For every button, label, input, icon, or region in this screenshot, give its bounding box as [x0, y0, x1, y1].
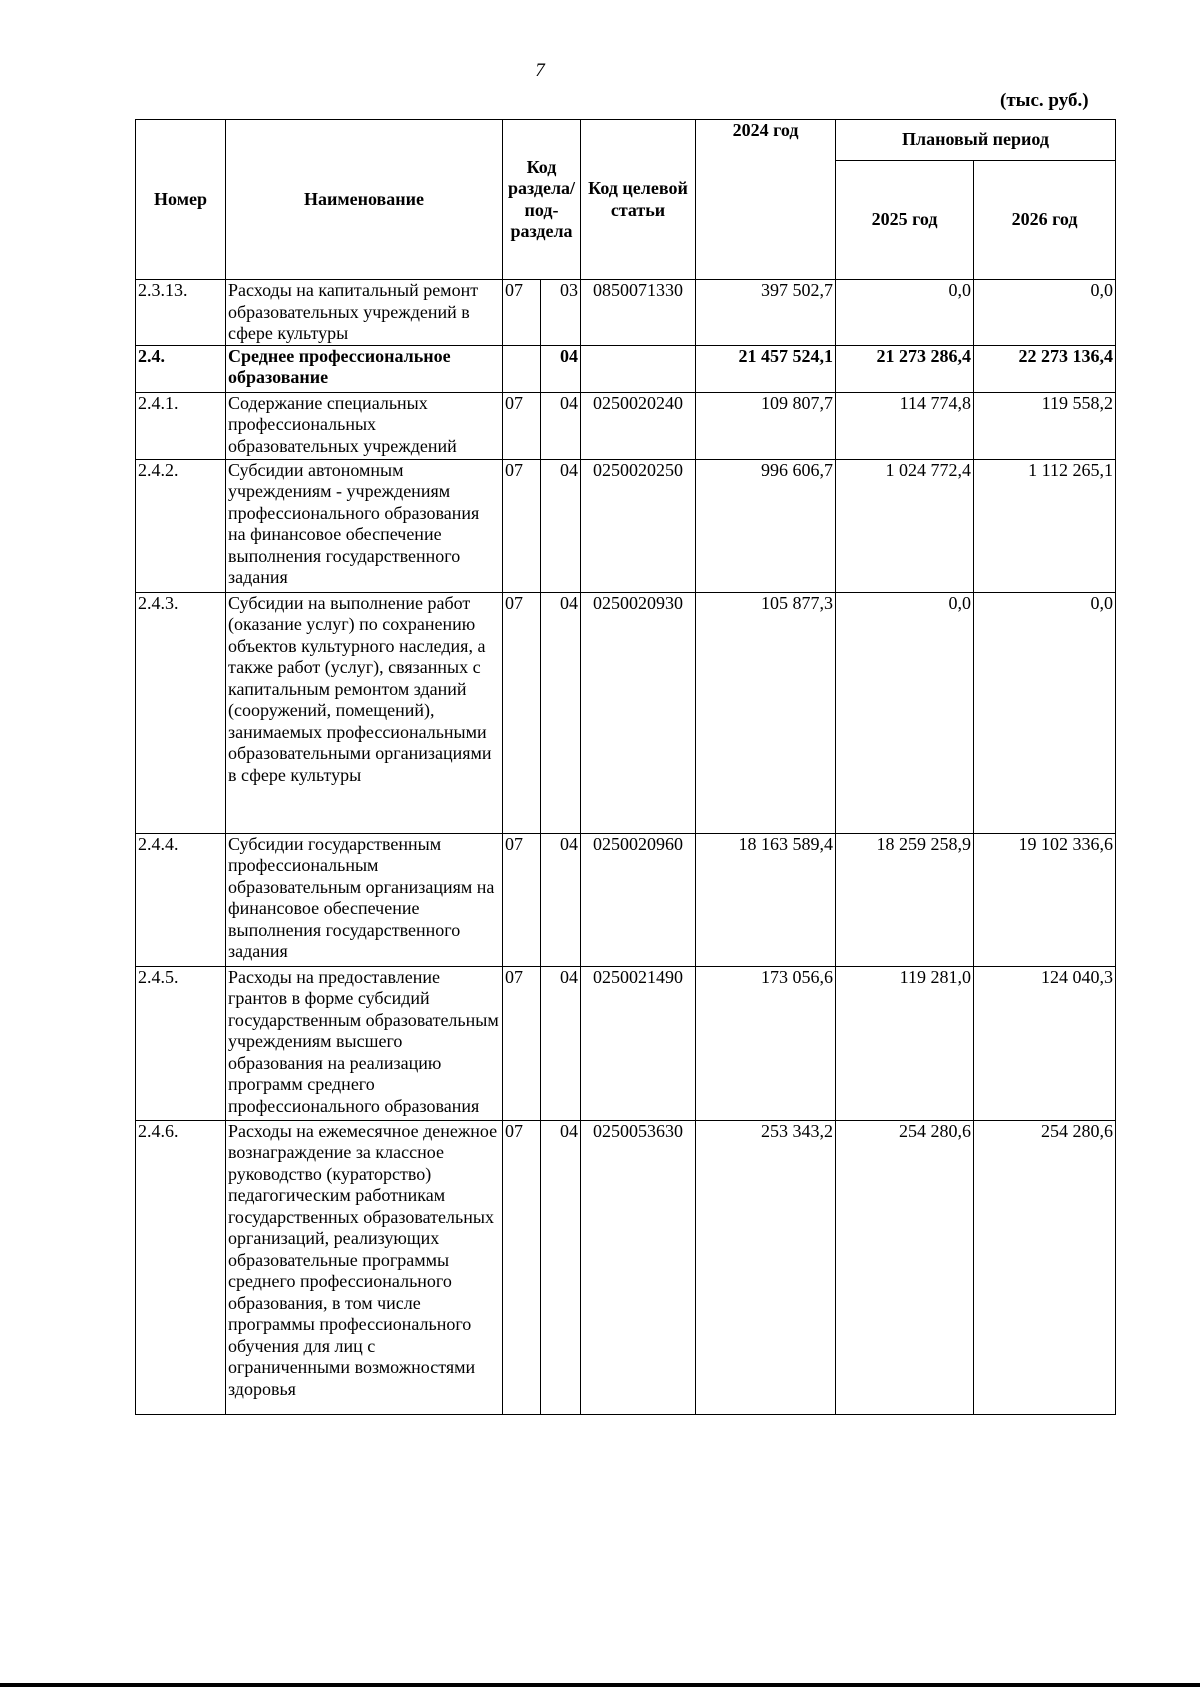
row-number: 2.4.5. — [136, 966, 226, 1120]
row-value-2026: 119 558,2 — [974, 392, 1116, 459]
header-target-code: Код целевой статьи — [581, 120, 696, 280]
scan-edge-divider — [0, 1683, 1200, 1687]
row-target-code — [581, 345, 696, 392]
row-value-2025: 18 259 258,9 — [836, 833, 974, 966]
row-section: 07 — [503, 459, 541, 592]
row-subsection: 04 — [541, 966, 581, 1120]
budget-table — [135, 119, 1116, 1415]
row-number: 2.3.13. — [136, 280, 226, 346]
row-name: Субсидии автономным учреждениям - учреждениям профессионального образования на финансовое обеспечение выполнения государственного задания — [226, 459, 503, 592]
row-subsection: 04 — [541, 1120, 581, 1414]
row-name: Субсидии на выполнение работ (оказание услуг) по сохранению объектов культурного наследия, а также работ (услуг), связанных с капитальным ремонтом зданий (сооружений, помещений), занимаемых профессиональными образовательными организациями в сфере культуры — [226, 592, 503, 833]
row-name: Содержание специальных профессиональных образовательных учреждений — [226, 392, 503, 459]
row-subsection: 03 — [541, 280, 581, 346]
row-value-2026: 22 273 136,4 — [974, 345, 1116, 392]
row-target-code: 0250020240 — [581, 392, 696, 459]
row-section: 07 — [503, 392, 541, 459]
row-value-2026: 124 040,3 — [974, 966, 1116, 1120]
header-year-2025: 2025 год — [836, 161, 974, 280]
row-target-code: 0250020960 — [581, 833, 696, 966]
row-number: 2.4.2. — [136, 459, 226, 592]
row-section: 07 — [503, 280, 541, 346]
row-value-2025: 0,0 — [836, 280, 974, 346]
row-value-2024: 173 056,6 — [696, 966, 836, 1120]
row-number: 2.4.4. — [136, 833, 226, 966]
page-number: 7 — [535, 60, 545, 81]
row-section — [503, 345, 541, 392]
row-name: Среднее профессиональное образование — [226, 345, 503, 392]
header-section-code: Код раздела/ под- раздела — [503, 120, 581, 280]
row-number: 2.4.1. — [136, 392, 226, 459]
row-target-code: 0250053630 — [581, 1120, 696, 1414]
row-value-2025: 114 774,8 — [836, 392, 974, 459]
table-row — [136, 459, 1116, 592]
row-value-2024: 253 343,2 — [696, 1120, 836, 1414]
table-row — [136, 392, 1116, 459]
table-row — [136, 1120, 1116, 1414]
row-value-2025: 1 024 772,4 — [836, 459, 974, 592]
row-value-2025: 21 273 286,4 — [836, 345, 974, 392]
row-value-2025: 119 281,0 — [836, 966, 974, 1120]
row-target-code: 0250021490 — [581, 966, 696, 1120]
header-name: Наименование — [226, 120, 503, 280]
row-value-2025: 254 280,6 — [836, 1120, 974, 1414]
row-number: 2.4. — [136, 345, 226, 392]
table-row-section-total — [136, 345, 1116, 392]
row-target-code: 0250020930 — [581, 592, 696, 833]
row-value-2026: 1 112 265,1 — [974, 459, 1116, 592]
row-subsection: 04 — [541, 833, 581, 966]
row-target-code: 0850071330 — [581, 280, 696, 346]
row-value-2026: 0,0 — [974, 592, 1116, 833]
row-section: 07 — [503, 966, 541, 1120]
row-target-code: 0250020250 — [581, 459, 696, 592]
row-section: 07 — [503, 833, 541, 966]
header-number: Номер — [136, 120, 226, 280]
row-value-2026: 19 102 336,6 — [974, 833, 1116, 966]
row-value-2024: 397 502,7 — [696, 280, 836, 346]
table-row — [136, 966, 1116, 1120]
row-subsection: 04 — [541, 392, 581, 459]
row-subsection: 04 — [541, 459, 581, 592]
row-value-2024: 18 163 589,4 — [696, 833, 836, 966]
table-row — [136, 833, 1116, 966]
row-name: Расходы на ежемесячное денежное вознаграждение за классное руководство (кураторство) педагогическим работникам государственных образовательных организаций, реализующих образовательные программы среднего профессионального образования, в том числе программы профессионального обучения для лиц с ограниченными возможностями здоровья — [226, 1120, 503, 1414]
row-name: Расходы на капитальный ремонт образовательных учреждений в сфере культуры — [226, 280, 503, 346]
row-value-2024: 109 807,7 — [696, 392, 836, 459]
row-number: 2.4.6. — [136, 1120, 226, 1414]
row-value-2024: 105 877,3 — [696, 592, 836, 833]
row-value-2024: 996 606,7 — [696, 459, 836, 592]
row-number: 2.4.3. — [136, 592, 226, 833]
row-value-2024: 21 457 524,1 — [696, 345, 836, 392]
header-year-2026: 2026 год — [974, 161, 1116, 280]
table-row — [136, 592, 1116, 833]
row-value-2025: 0,0 — [836, 592, 974, 833]
row-name: Расходы на предоставление грантов в форме субсидий государственным образовательным учреждениям высшего образования на реализацию программ среднего профессионального образования — [226, 966, 503, 1120]
header-year-2024: 2024 год — [696, 120, 836, 280]
table-row — [136, 280, 1116, 346]
row-subsection: 04 — [541, 592, 581, 833]
row-value-2026: 254 280,6 — [974, 1120, 1116, 1414]
units-label: (тыс. руб.) — [1000, 90, 1089, 111]
row-section: 07 — [503, 592, 541, 833]
row-value-2026: 0,0 — [974, 280, 1116, 346]
header-planning-period: Плановый период — [836, 120, 1116, 161]
row-subsection: 04 — [541, 345, 581, 392]
row-name: Субсидии государственным профессиональным образовательным организациям на финансовое обеспечение выполнения государственного задания — [226, 833, 503, 966]
row-section: 07 — [503, 1120, 541, 1414]
